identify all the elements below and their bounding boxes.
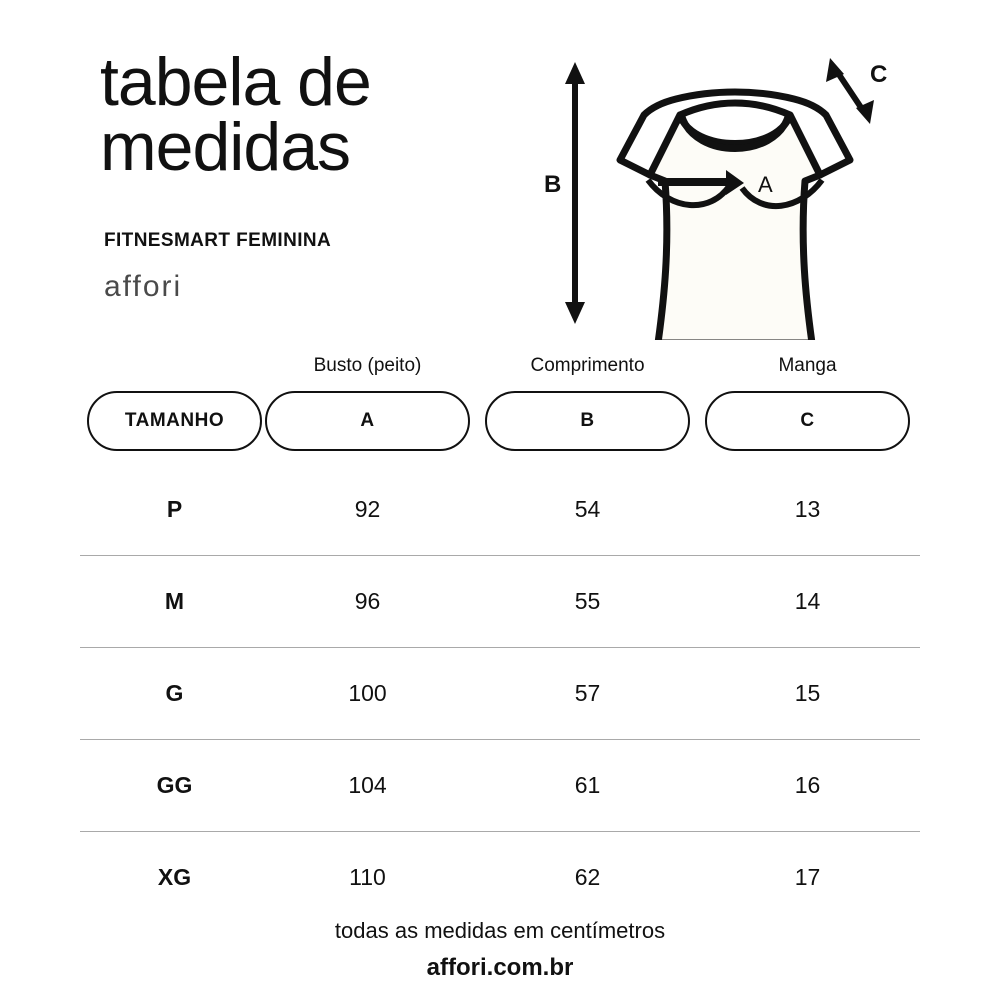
table-row (80, 463, 920, 555)
column-header-comprimento: Comprimento (530, 355, 645, 376)
table-row (80, 831, 920, 923)
measure-b (544, 62, 585, 324)
footer (0, 918, 1000, 982)
brand-name: affori (104, 270, 183, 303)
cell-size: GG (156, 772, 193, 798)
cell-comprimento: 55 (574, 588, 601, 614)
pill-b: B (485, 391, 690, 451)
svg-text:A: A (758, 172, 773, 197)
tshirt-illustration (530, 40, 930, 340)
product-subtitle: FITNESMART FEMININA (104, 230, 332, 251)
table-row (80, 555, 920, 647)
cell-busto: 100 (348, 680, 387, 706)
footer-website: affori.com.br (426, 954, 574, 981)
cell-manga: 13 (794, 495, 821, 522)
cell-comprimento: 62 (574, 864, 601, 890)
cell-busto: 104 (348, 772, 387, 798)
table-row (80, 739, 920, 831)
table-pill-row (80, 391, 920, 453)
cell-manga: 15 (794, 680, 821, 706)
cell-busto: 110 (349, 864, 386, 890)
header (0, 0, 1000, 345)
svg-text:C: C (870, 61, 888, 88)
table-body (80, 463, 920, 923)
pill-tamanho: TAMANHO (87, 391, 262, 451)
footer-note: todas as medidas em centímetros (334, 918, 666, 943)
cell-busto: 92 (354, 495, 381, 522)
cell-size: XG (157, 864, 192, 890)
cell-size: M (164, 588, 185, 614)
page-title: tabela de medidas (100, 44, 371, 185)
tshirt-diagram-svg (530, 40, 930, 340)
cell-manga: 14 (794, 588, 821, 614)
svg-text:B: B (544, 171, 562, 198)
column-header-busto: Busto (peito) (313, 355, 422, 376)
cell-comprimento: 57 (574, 680, 601, 706)
pill-c: C (705, 391, 910, 451)
table-column-headers (80, 355, 920, 387)
table-row (80, 647, 920, 739)
cell-manga: 16 (794, 772, 821, 798)
cell-size: P (166, 495, 183, 522)
size-table (80, 355, 920, 923)
cell-size: G (165, 680, 184, 706)
cell-comprimento: 61 (574, 772, 601, 798)
pill-a: A (265, 391, 470, 451)
column-header-manga: Manga (778, 355, 837, 376)
cell-busto: 96 (354, 588, 381, 614)
cell-manga: 17 (794, 864, 821, 890)
cell-comprimento: 54 (574, 495, 601, 522)
measure-c (826, 58, 887, 124)
